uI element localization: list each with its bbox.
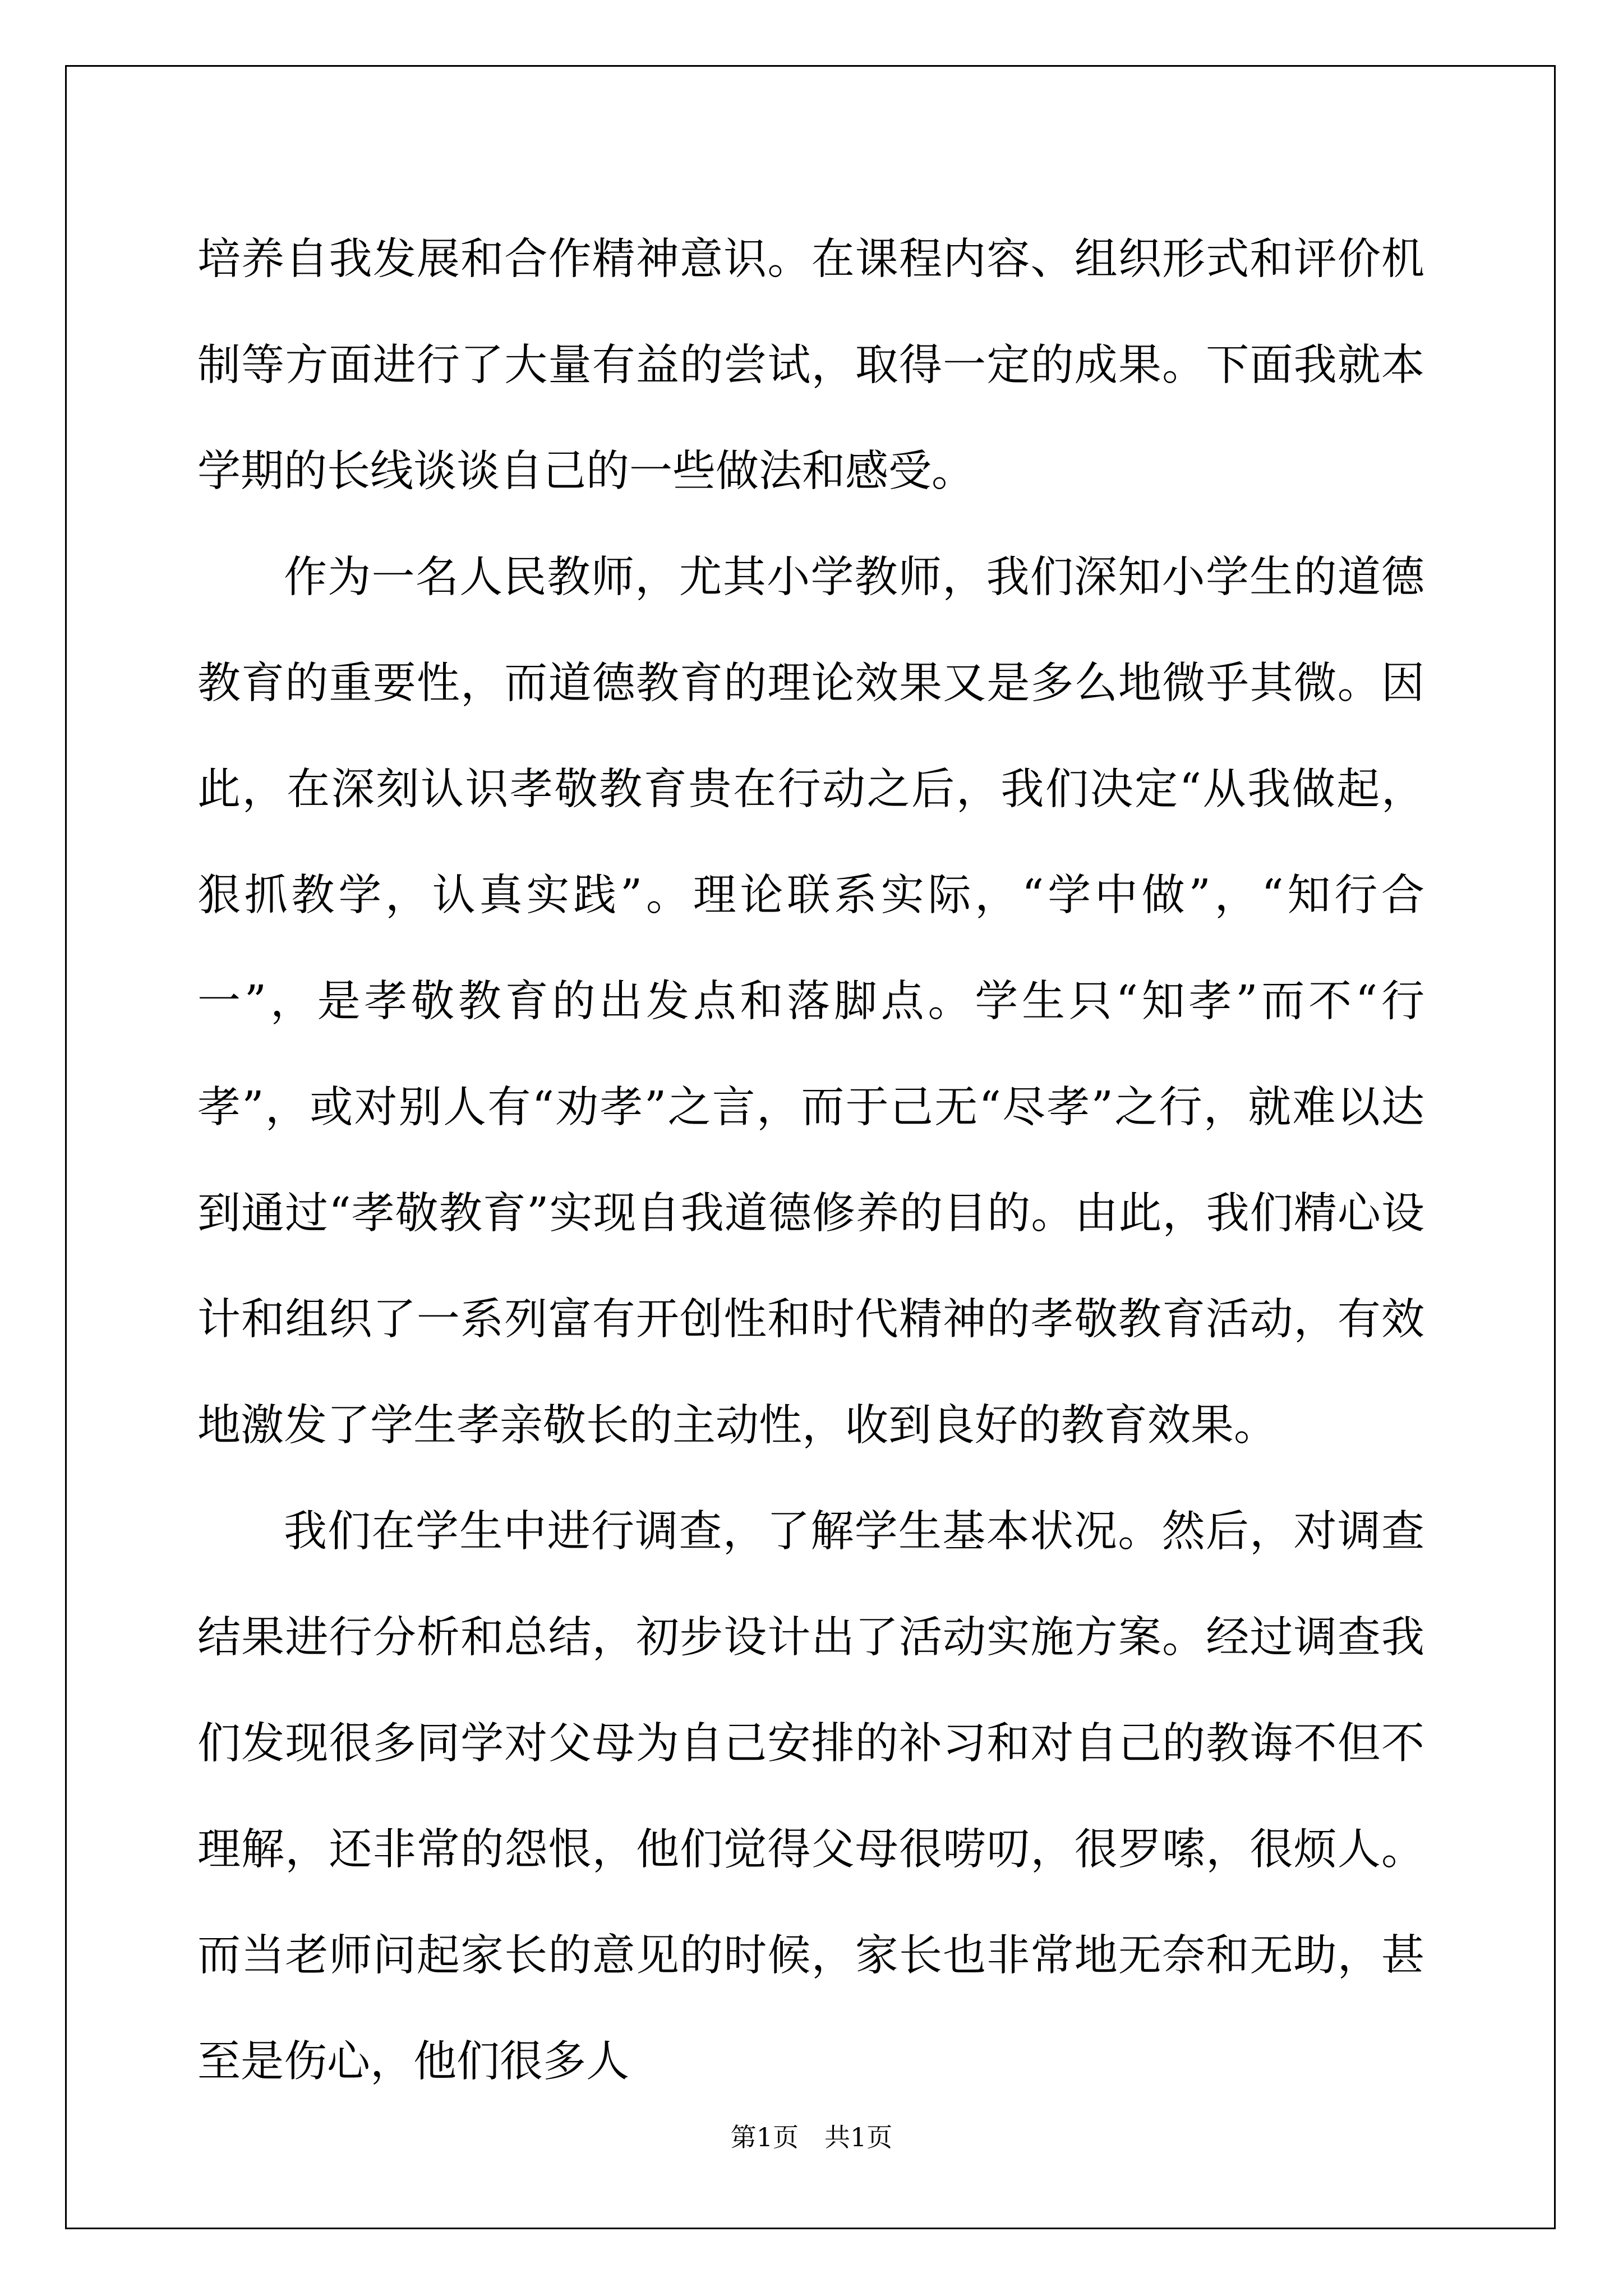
page-footer	[0, 2120, 1623, 2154]
paragraph-3: 我们在学生中进行调查，了解学生基本状况。然后，对调查结果进行分析和总结，初步设计出了活动实施方案。经过调查我们发现很多同学对父母为自己安排的补习和对自己的教诲不但不理解，还非常的怨恨，他们觉得父母很唠叨，很罗嗦，很烦人。而当老师问起家长的意见的时候，家长也非常地无奈和无助，甚至是伤心，他们很多人	[197, 1507, 1424, 2087]
paragraph-2: 作为一名人民教师，尤其小学教师，我们深知小学生的道德教育的重要性，而道德教育的理论效果又是多么地微乎其微。因此，在深刻认识孝敬教育贵在行动之后，我们决定“从我做起，狠抓教学，认真实践”。理论联系实际，“学中做”，“知行合一”，是孝敬教育的出发点和落脚点。学生只“知孝”而不“行孝”，或对别人有“劝孝”之言，而于己无“尽孝”之行，就难以达到通过“孝敬教育”实现自我道德修养的目的。由此，我们精心设计和组织了一系列富有开创性和时代精神的孝敬教育活动，有效地激发了学生孝亲敬长的主动性，收到良好的教育效果。	[197, 553, 1424, 1451]
document-body	[197, 206, 1424, 2115]
page-total: 共1页	[824, 2122, 893, 2152]
page-number: 第1页	[730, 2122, 799, 2152]
paragraph-1: 培养自我发展和合作精神意识。在课程内容、组织形式和评价机制等方面进行了大量有益的尝试，取得一定的成果。下面我就本学期的长线谈谈自己的一些做法和感受。	[197, 234, 1424, 496]
